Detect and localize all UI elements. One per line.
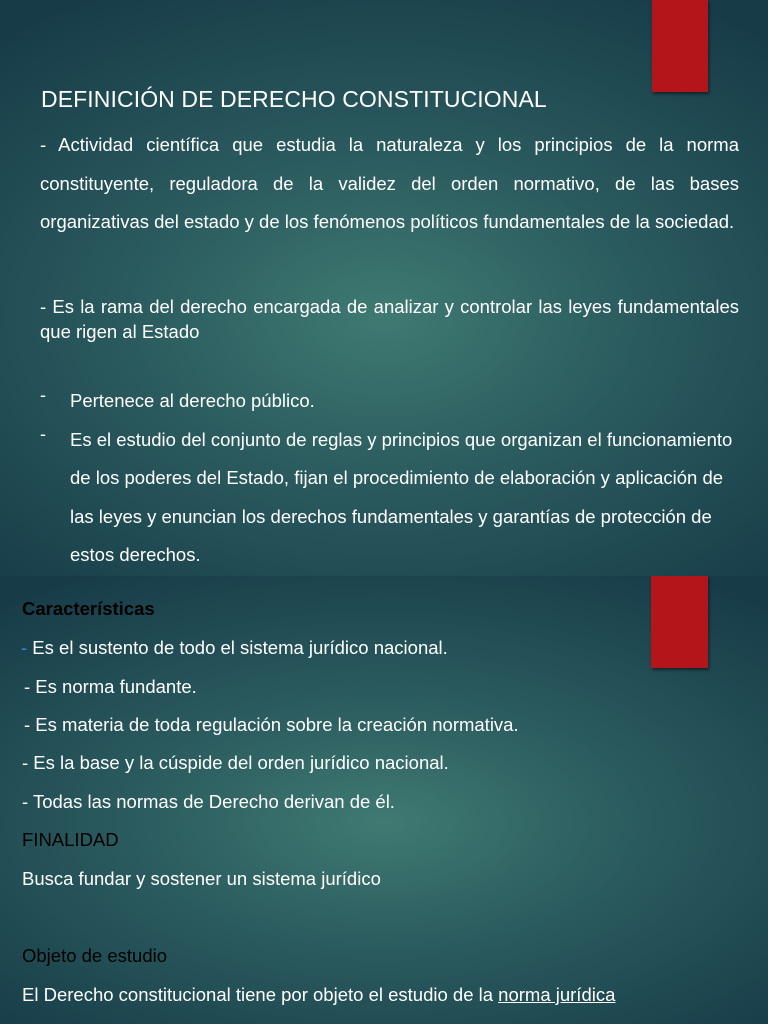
- definition-paragraph-1: - Actividad científica que estudia la naturaleza y los principios de la norma constituyente, reguladora de la validez del orden normativo, de las bases organizativas del estado y de los fenómenos políticos fundamentales de la sociedad.: [40, 134, 739, 232]
- characteristic-text: Es el sustento de todo el sistema jurídico nacional.: [27, 637, 448, 658]
- bullet-item: [40, 421, 739, 575]
- red-accent-bar: [651, 576, 708, 668]
- characteristic-item: - Es norma fundante.: [24, 676, 197, 697]
- finalidad-text: Busca fundar y sostener un sistema jurídico: [22, 868, 381, 889]
- red-accent-bar: [652, 0, 708, 92]
- bullet-item: [40, 382, 739, 421]
- objeto-text-prefix: El Derecho constitucional tiene por objeto el estudio de la: [22, 984, 499, 1005]
- bullet-text: Pertenece al derecho público.: [70, 390, 315, 411]
- characteristic-item: - Es materia de toda regulación sobre la creación normativa.: [24, 714, 519, 735]
- bullet-dash: -: [40, 385, 46, 405]
- characteristic-item: [21, 637, 448, 659]
- characteristic-dash: -: [21, 637, 28, 658]
- objeto-text: [22, 984, 615, 1006]
- characteristic-item: - Es la base y la cúspide del orden jurídico nacional.: [22, 752, 449, 773]
- bullet-text: Es el estudio del conjunto de reglas y principios que organizan el funcionamiento de los poderes del Estado, fijan el procedimiento de elaboración y aplicación de las leyes y enuncian los derechos fundamentales y garantías de protección de estos derechos.: [70, 428, 733, 565]
- norma-juridica-link[interactable]: norma jurídica: [498, 984, 616, 1005]
- finalidad-heading: FINALIDAD: [22, 829, 119, 850]
- definition-paragraph-2: - Es la rama del derecho encargada de analizar y controlar las leyes fundamentales que rigen al Estado: [40, 296, 739, 342]
- characteristic-item: - Todas las normas de Derecho derivan de él.: [22, 791, 395, 812]
- slide-title: DEFINICIÓN DE DERECHO CONSTITUCIONAL: [41, 86, 547, 112]
- definition-bullet-list: [40, 382, 739, 575]
- bullet-dash: -: [40, 423, 46, 444]
- objeto-heading: Objeto de estudio: [22, 945, 168, 966]
- slide-caracteristicas: [0, 576, 768, 1024]
- characteristics-heading: Características: [22, 598, 155, 619]
